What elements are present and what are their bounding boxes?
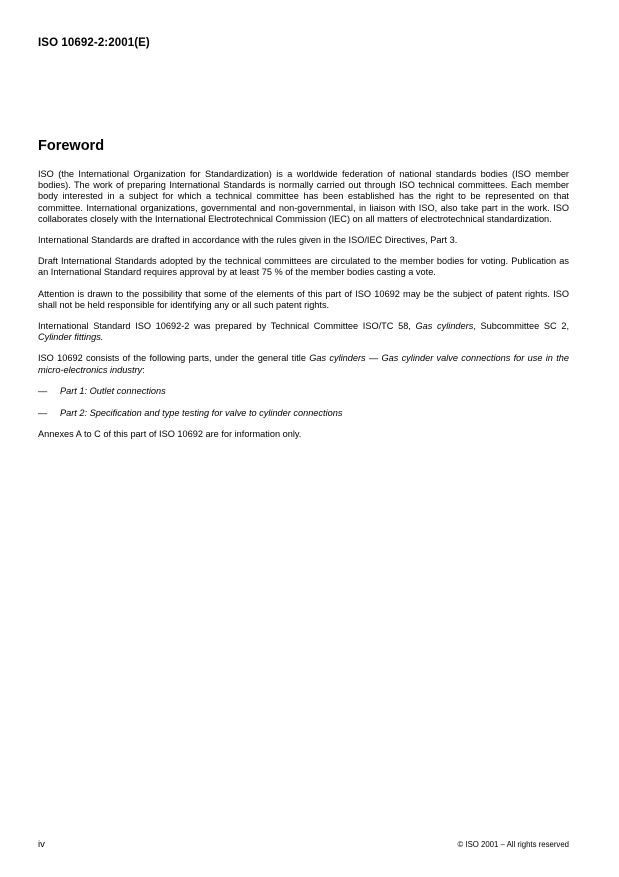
- paragraph-directives: International Standards are drafted in accordance with the rules given in the ISO/IEC Directives, Part 3.: [38, 235, 458, 246]
- copyright-notice: © ISO 2001 – All rights reserved: [457, 840, 569, 849]
- list-dash: —: [38, 407, 48, 418]
- paragraph-voting: Draft International Standards adopted by the technical committees are circulated to the member bodies for voting. Publication as an International Standard requires approval by at least 75 % of the member bodies casting a vote.: [38, 256, 569, 278]
- document-id-header: ISO 10692-2:2001(E): [38, 37, 150, 49]
- list-item-part-2: [38, 408, 569, 419]
- general-title: Gas cylinders — Gas cylinder valve connections for use in the micro-electronics industry: [38, 353, 569, 375]
- part-1-label: Part 1: Outlet connections: [60, 385, 166, 396]
- paragraph-patent-rights: Attention is drawn to the possibility that some of the elements of this part of ISO 10692 may be the subject of patent rights. ISO shall not be held responsible for identifying any or all such patent rights.: [38, 288, 569, 310]
- part-2-label: Part 2: Specification and type testing for valve to cylinder connections: [60, 407, 343, 418]
- paragraph-prepared-by: [38, 321, 569, 343]
- foreword-section: [38, 138, 569, 450]
- subcommittee-text: , Subcommittee SC 2,: [473, 321, 570, 332]
- list-dash: —: [38, 385, 48, 396]
- page-number: iv: [38, 839, 45, 850]
- section-title: Foreword: [38, 138, 105, 154]
- committee-title: Gas cylinders: [415, 321, 474, 332]
- paragraph-annexes: Annexes A to C of this part of ISO 10692 are for information only.: [38, 429, 302, 440]
- subcommittee-title: Cylinder fittings.: [38, 332, 104, 343]
- prepared-by-text: International Standard ISO 10692-2 was prepared by Technical Committee ISO/TC 58,: [38, 321, 416, 332]
- parts-intro-text: ISO 10692 consists of the following parts, under the general title: [38, 353, 310, 364]
- paragraph-iso-intro: ISO (the International Organization for Standardization) is a worldwide federation of national standards bodies (ISO member bodies). The work of preparing International Standards is normally carried out through ISO technical committees. Each member body interested in a subject for which a technical committee has been established has the right to be represented on that committee. International organizations, governmental and non-governmental, in liaison with ISO, also take part in the work. ISO collaborates closely with the International Electrotechnical Commission (IEC) on all matters of electrotechnical standardization.: [38, 169, 569, 224]
- list-item-part-1: [38, 386, 569, 397]
- parts-intro-colon: :: [142, 364, 145, 375]
- paragraph-parts-intro: [38, 353, 569, 375]
